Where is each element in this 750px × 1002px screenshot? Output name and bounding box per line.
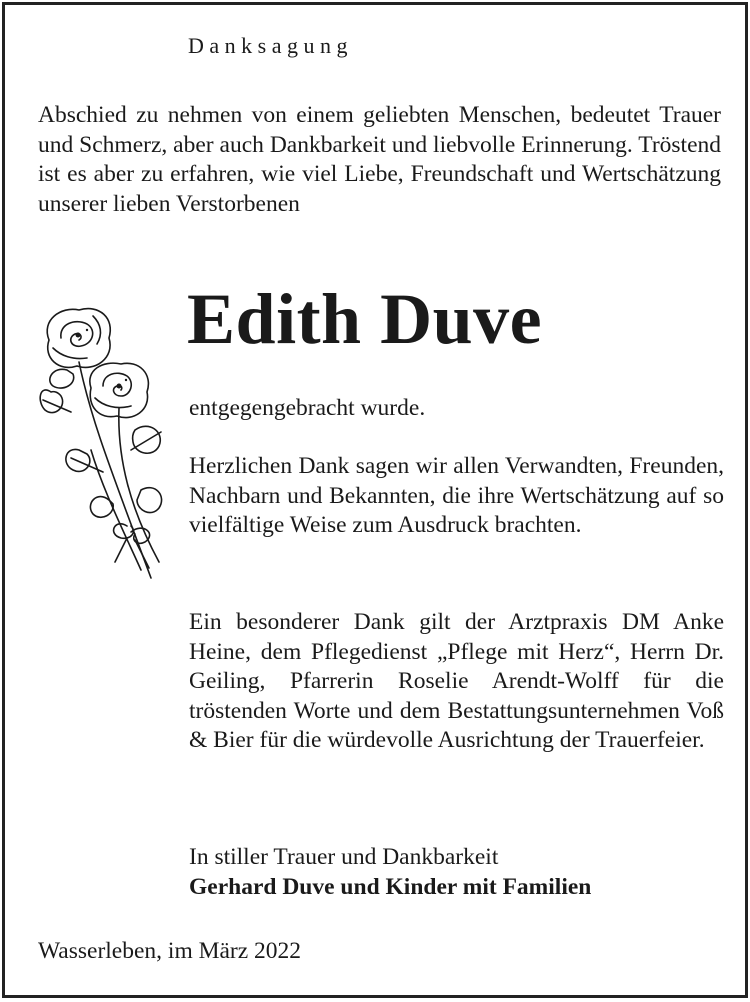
rose-icon	[31, 300, 171, 585]
obituary-card	[2, 2, 748, 998]
thanks-paragraph: Herzlichen Dank sagen wir allen Verwandten, Freunden, Nachbarn und Bekannten, die ihre Wertschätzung auf so vielfältige Weise zum Ausdruck brachten.	[189, 453, 724, 538]
intro-paragraph: Abschied zu nehmen von einem geliebten Menschen, bedeutet Trauer und Schmerz, aber auch Dankbarkeit und liebvolle Erinnerung. Tröstend ist es aber zu erfahren, wie viel Liebe, Freundschaft und Wertschätzung unserer lieben Verstorbenen	[38, 102, 721, 217]
place-date: Wasserleben, im März 2022	[38, 938, 302, 964]
deceased-name: Edith Duve	[187, 279, 543, 359]
closing-line: In stiller Trauer und Dankbarkeit	[189, 844, 499, 870]
signature: Gerhard Duve und Kinder mit Familien	[189, 874, 592, 900]
special-thanks-paragraph: Ein besonderer Dank gilt der Arztpraxis DM Anke Heine, dem Pflegedienst „Pflege mit Herz“, Herrn Dr. Geiling, Pfarrerin Roselie Arendt-Wolff für die tröstenden Worte und dem Bestattungsunternehmen Voß & Bier für die würdevolle Ausrichtung der Trauerfeier.	[189, 609, 724, 753]
continuation-text: entgegengebracht wurde.	[189, 395, 426, 421]
notice-heading: Danksagung	[188, 33, 353, 58]
